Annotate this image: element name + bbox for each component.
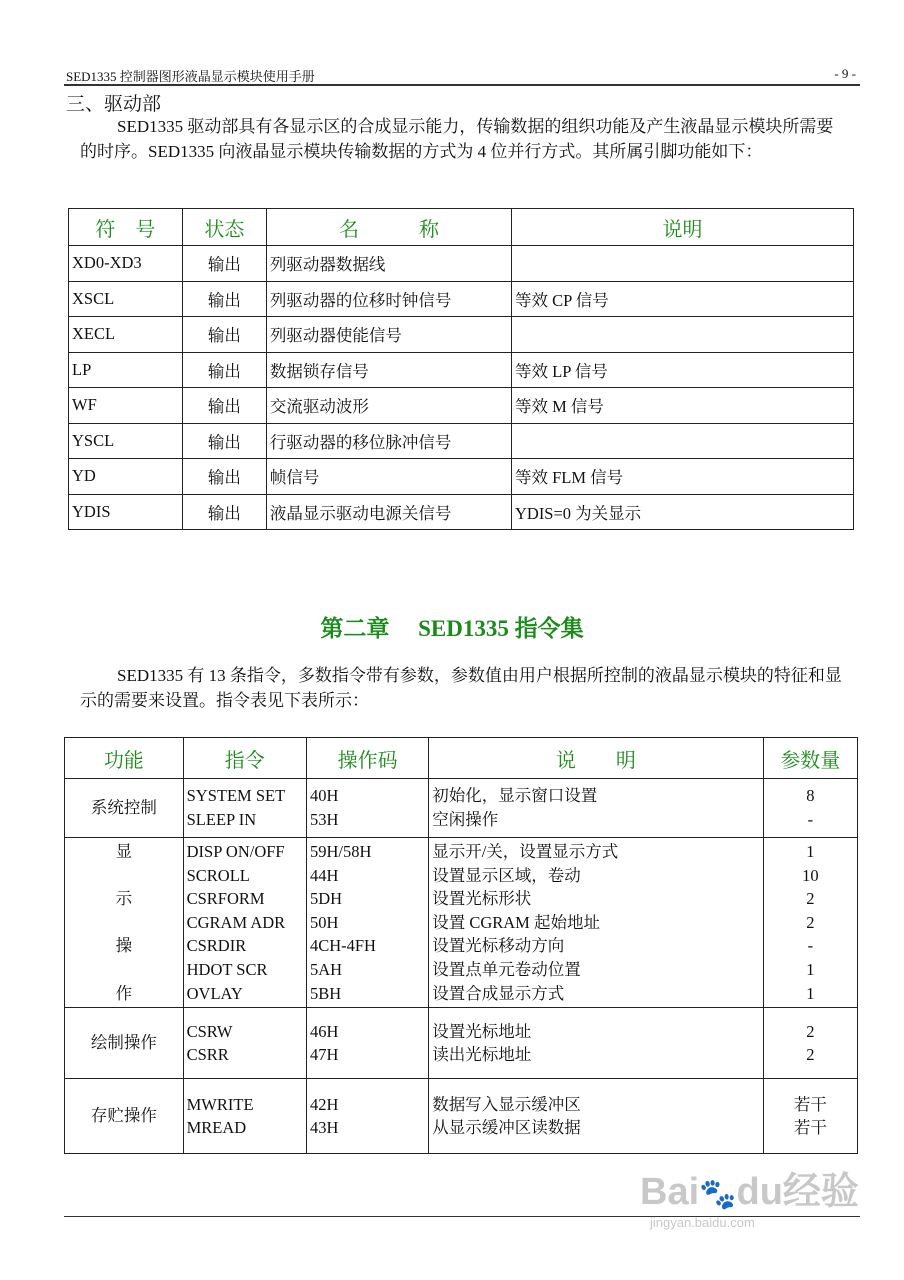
- table-cell: XECL: [69, 317, 183, 353]
- table-cell: YDIS=0 为关显示: [511, 494, 853, 530]
- table-cell: [511, 317, 853, 353]
- page-number: - 9 -: [834, 66, 856, 81]
- command-cell: [183, 779, 306, 838]
- pin-table-header: 符 号: [69, 209, 183, 246]
- chapter-paragraph: SED1335 有 13 条指令，多数指令带有参数，参数值由用户根据所控制的液晶显示模块的特征和显示的需要来设置。指令表见下表所示：: [80, 666, 842, 710]
- command-table-header: 功能: [65, 738, 184, 779]
- pin-table-header: 说明: [511, 209, 853, 246]
- function-label: 绘制操作: [90, 1033, 157, 1053]
- opcode-cell: [306, 1008, 428, 1079]
- command-group-row: [65, 1008, 858, 1079]
- table-cell: [511, 246, 853, 282]
- command: CGRAM ADR: [186, 912, 286, 932]
- table-cell: 输出: [182, 388, 266, 424]
- table-cell: 列驱动器使能信号: [266, 317, 511, 353]
- description-cell: [429, 1079, 763, 1154]
- table-cell: 等效 FLM 信号: [511, 459, 853, 495]
- param-count: 8: [806, 786, 815, 806]
- command-table: [64, 737, 858, 1154]
- table-cell: 行驱动器的移位脉冲信号: [266, 423, 511, 459]
- table-cell: 等效 M 信号: [511, 388, 853, 424]
- opcode-cell: [306, 779, 428, 838]
- function-label: 系统控制: [90, 798, 157, 818]
- opcode: 5DH: [309, 889, 343, 909]
- opcode: 46H: [309, 1021, 339, 1041]
- param-count: 若干: [793, 1118, 827, 1138]
- table-cell: 帧信号: [266, 459, 511, 495]
- command: SLEEP IN: [186, 810, 257, 829]
- description: 设置光标地址: [432, 1021, 532, 1041]
- opcode: 4CH-4FH: [309, 936, 376, 956]
- command-cell: [183, 838, 306, 1008]
- table-row: [69, 494, 854, 530]
- description: 设置 CGRAM 起始地址: [432, 912, 600, 932]
- description: 从显示缓冲区读数据: [432, 1118, 581, 1138]
- param-count-cell: [763, 838, 857, 1008]
- table-cell: 输出: [182, 352, 266, 388]
- command: CSRFORM: [186, 889, 265, 909]
- param-count-cell: [763, 1008, 857, 1079]
- header-divider: [64, 84, 860, 86]
- chapter-title: 第二章 SED1335 指令集: [320, 616, 584, 641]
- table-cell: 输出: [182, 423, 266, 459]
- command-table-header: 操作码: [306, 738, 428, 779]
- table-cell: [511, 423, 853, 459]
- opcode: 42H: [309, 1094, 339, 1114]
- command-table-header: 说 明: [429, 738, 763, 779]
- table-row: [69, 317, 854, 353]
- table-cell: 等效 LP 信号: [511, 352, 853, 388]
- command: MWRITE: [186, 1094, 254, 1114]
- table-cell: YSCL: [69, 423, 183, 459]
- intro-paragraph: SED1335 驱动部具有各显示区的合成显示能力，传输数据的组织功能及产生液晶显示模块所需要的时序。SED1335 向液晶显示模块传输数据的方式为 4 位并行方式。其所属引脚功能如下：: [80, 117, 834, 161]
- command: CSRR: [186, 1045, 229, 1065]
- table-cell: 液晶显示驱动电源关信号: [266, 494, 511, 530]
- table-cell: 输出: [182, 317, 266, 353]
- command-table-header: 参数量: [763, 738, 857, 779]
- table-cell: 列驱动器的位移时钟信号: [266, 281, 511, 317]
- description: 初始化，显示窗口设置: [432, 786, 598, 806]
- table-cell: WF: [69, 388, 183, 424]
- pin-table-header: 名 称: [266, 209, 511, 246]
- section-title: 三、驱动部: [66, 94, 162, 115]
- opcode: 40H: [309, 786, 339, 806]
- table-cell: YD: [69, 459, 183, 495]
- opcode: 59H/58H: [309, 842, 372, 861]
- description: 空闲操作: [432, 810, 499, 829]
- command-group-row: [65, 779, 858, 838]
- table-cell: 等效 CP 信号: [511, 281, 853, 317]
- description-cell: [429, 779, 763, 838]
- param-count-cell: [763, 1079, 857, 1154]
- param-count: 若干: [793, 1094, 827, 1114]
- table-cell: LP: [69, 352, 183, 388]
- description-cell: [429, 1008, 763, 1079]
- command: SYSTEM SET: [186, 786, 286, 806]
- table-cell: 数据锁存信号: [266, 352, 511, 388]
- table-cell: XSCL: [69, 281, 183, 317]
- table-row: [69, 459, 854, 495]
- param-count: 1: [806, 959, 815, 979]
- function-label: 存贮操作: [90, 1106, 157, 1126]
- header-title: SED1335 控制器图形液晶显示模块使用手册: [66, 69, 315, 84]
- pin-table-header: 状态: [182, 209, 266, 246]
- description: 设置光标形状: [432, 889, 532, 909]
- command: CSRDIR: [186, 936, 247, 956]
- table-cell: 输出: [182, 246, 266, 282]
- description: 设置显示区域，卷动: [432, 865, 581, 885]
- table-cell: 输出: [182, 494, 266, 530]
- param-count: 2: [806, 912, 815, 932]
- baidu-watermark: Bai🐾du经验 jingyan.baidu.com: [640, 1171, 859, 1230]
- opcode: 5BH: [309, 983, 342, 1003]
- param-count: 2: [806, 889, 815, 909]
- opcode: 47H: [309, 1045, 339, 1065]
- description: 设置光标移动方向: [432, 936, 565, 956]
- opcode: 50H: [309, 912, 339, 932]
- description: 数据写入显示缓冲区: [432, 1094, 581, 1114]
- command-table-header: 指令: [183, 738, 306, 779]
- table-row: [69, 281, 854, 317]
- param-count: -: [807, 810, 814, 829]
- command-group-row: [65, 1079, 858, 1154]
- command: SCROLL: [186, 865, 250, 885]
- command: CSRW: [186, 1021, 233, 1041]
- table-cell: YDIS: [69, 494, 183, 530]
- table-cell: XD0-XD3: [69, 246, 183, 282]
- param-count: 2: [806, 1045, 815, 1065]
- command: OVLAY: [186, 983, 243, 1003]
- function-cell: [65, 838, 184, 1008]
- command-cell: [183, 1008, 306, 1079]
- description: 显示开/关，设置显示方式: [432, 842, 619, 861]
- command: DISP ON/OFF: [186, 842, 285, 861]
- param-count: -: [807, 936, 814, 956]
- table-cell: 列驱动器数据线: [266, 246, 511, 282]
- description: 读出光标地址: [432, 1045, 532, 1065]
- opcode: 53H: [309, 810, 339, 829]
- param-count: 2: [806, 1021, 815, 1041]
- opcode-cell: [306, 838, 428, 1008]
- description-cell: [429, 838, 763, 1008]
- table-cell: 输出: [182, 281, 266, 317]
- param-count: 1: [806, 842, 815, 861]
- function-cell: [65, 1079, 184, 1154]
- function-label: 显 示 操 作: [115, 842, 133, 1003]
- param-count: 10: [802, 865, 819, 885]
- opcode: 5AH: [309, 959, 343, 979]
- opcode-cell: [306, 1079, 428, 1154]
- table-cell: 输出: [182, 459, 266, 495]
- description: 设置合成显示方式: [432, 983, 565, 1003]
- description: 设置点单元卷动位置: [432, 959, 581, 979]
- command-cell: [183, 1079, 306, 1154]
- param-count: 1: [806, 983, 815, 1003]
- opcode: 44H: [309, 865, 339, 885]
- table-row: [69, 388, 854, 424]
- table-row: [69, 246, 854, 282]
- table-row: [69, 352, 854, 388]
- opcode: 43H: [309, 1118, 339, 1138]
- table-cell: 交流驱动波形: [266, 388, 511, 424]
- command-group-row: [65, 838, 858, 1008]
- table-row: [69, 423, 854, 459]
- pin-function-table: [68, 208, 854, 530]
- function-cell: [65, 779, 184, 838]
- command: MREAD: [186, 1118, 247, 1138]
- running-header: [66, 66, 856, 85]
- command: HDOT SCR: [186, 959, 268, 979]
- function-cell: [65, 1008, 184, 1079]
- param-count-cell: [763, 779, 857, 838]
